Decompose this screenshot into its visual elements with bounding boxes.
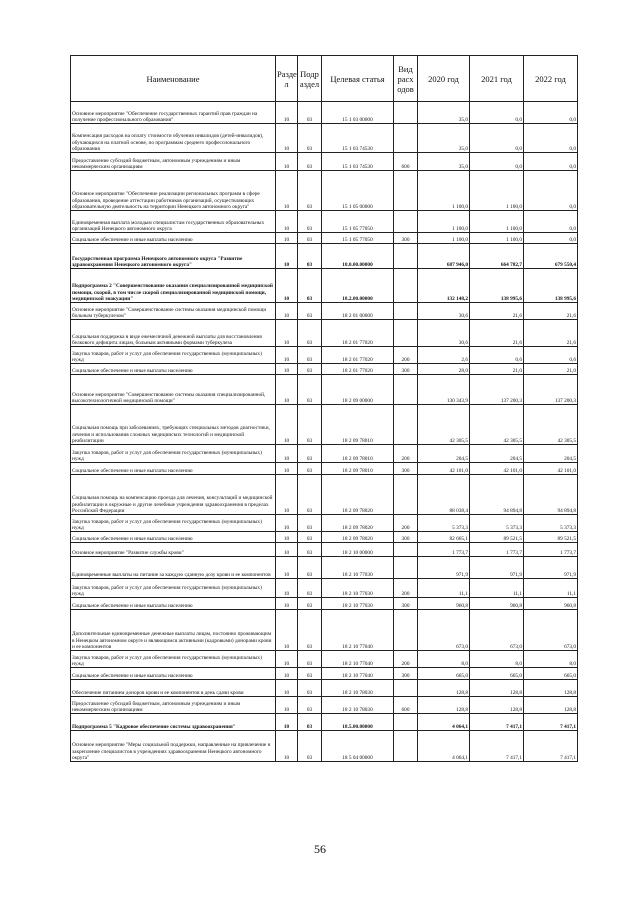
table-row xyxy=(71,153,578,171)
cell-expense-type: 200 xyxy=(394,515,418,532)
table-row xyxy=(71,303,578,320)
cell-razdel: 10 xyxy=(276,557,298,579)
table-row xyxy=(71,320,578,347)
cell-2022: 0,0 xyxy=(524,171,578,211)
cell-name: Государственная программа Ненецкого автономного округа "Развитие здравоохранения Ненецкого автономного округа" xyxy=(71,244,276,269)
cell-2022: 11,1 xyxy=(524,579,578,598)
cell-2021: 11,1 xyxy=(470,579,524,598)
cell-razdel: 10 xyxy=(276,153,298,171)
cell-expense-type xyxy=(394,610,418,651)
cell-name: Предоставление субсидий бюджетным, автономным учреждениям и иным некоммерческим организациям xyxy=(71,697,276,714)
cell-expense-type: 200 xyxy=(394,347,418,364)
cell-podrazdel: 03 xyxy=(298,697,322,714)
cell-2021: 665,0 xyxy=(470,668,524,680)
header-name: Наименование xyxy=(71,56,276,102)
cell-name: Подпрограмма 2 "Совершенствование оказания специализированной медицинской помощи, скорой, в том числе скорой специализированной медицинской помощи, медицинской эвакуации" xyxy=(71,269,276,303)
cell-2022: 7 417,1 xyxy=(524,731,578,762)
cell-2022: 0,0 xyxy=(524,211,578,233)
cell-2021: 0,0 xyxy=(470,102,524,124)
cell-expense-type xyxy=(394,680,418,697)
cell-razdel: 10 xyxy=(276,731,298,762)
cell-razdel: 10 xyxy=(276,697,298,714)
cell-2020: 130 343,9 xyxy=(418,375,470,405)
cell-expense-type xyxy=(394,475,418,515)
cell-razdel: 10 xyxy=(276,211,298,233)
cell-target-article: 15 1 03 74530 xyxy=(322,124,394,153)
cell-target-article: 18.5.00.00000 xyxy=(322,714,394,731)
cell-podrazdel: 03 xyxy=(298,375,322,405)
cell-target-article: 18 2 10 77030 xyxy=(322,598,394,610)
table-row xyxy=(71,668,578,680)
cell-2021: 0,0 xyxy=(470,153,524,171)
cell-target-article: 18 2 09 78010 xyxy=(322,405,394,445)
table-row xyxy=(71,515,578,532)
cell-2021: 1 773,7 xyxy=(470,543,524,557)
cell-2020: 35,0 xyxy=(418,102,470,124)
cell-podrazdel: 03 xyxy=(298,244,322,269)
cell-name: Социальное обеспечение и иные выплаты населению xyxy=(71,532,276,543)
cell-name: Основное мероприятие "Развитие службы крови" xyxy=(71,543,276,557)
header-year-2020: 2020 год xyxy=(418,56,470,102)
cell-podrazdel: 03 xyxy=(298,347,322,364)
cell-2020: 687 946,0 xyxy=(418,244,470,269)
cell-2022: 0,0 xyxy=(524,124,578,153)
table-row xyxy=(71,269,578,303)
cell-2022: 138 995,6 xyxy=(524,269,578,303)
cell-2022: 42 305,5 xyxy=(524,405,578,445)
cell-target-article: 18 2 01 00000 xyxy=(322,303,394,320)
header-target-article: Целевая статья xyxy=(322,56,394,102)
cell-razdel: 10 xyxy=(276,714,298,731)
cell-2022: 673,0 xyxy=(524,610,578,651)
cell-2020: 204,5 xyxy=(418,445,470,463)
cell-expense-type: 600 xyxy=(394,697,418,714)
cell-expense-type: 200 xyxy=(394,579,418,598)
cell-name: Закупка товаров, работ и услуг для обеспечения государственных (муниципальных) нужд xyxy=(71,445,276,463)
cell-2021: 5 373,3 xyxy=(470,515,524,532)
table-row xyxy=(71,714,578,731)
cell-target-article: 15 1 05 77050 xyxy=(322,211,394,233)
table-row xyxy=(71,347,578,364)
cell-razdel: 10 xyxy=(276,269,298,303)
cell-2020: 673,0 xyxy=(418,610,470,651)
cell-name: Социальное обеспечение и иные выплаты населению xyxy=(71,668,276,680)
cell-podrazdel: 03 xyxy=(298,405,322,445)
cell-2021: 8,0 xyxy=(470,651,524,668)
cell-2021: 7 417,1 xyxy=(470,731,524,762)
table-row xyxy=(71,680,578,697)
cell-2021: 1 100,0 xyxy=(470,171,524,211)
cell-podrazdel: 03 xyxy=(298,102,322,124)
cell-2021: 89 521,5 xyxy=(470,532,524,543)
cell-razdel: 10 xyxy=(276,445,298,463)
document-sheet xyxy=(70,55,577,762)
header-razdel: Разде л xyxy=(276,56,298,102)
cell-podrazdel: 03 xyxy=(298,153,322,171)
table-row xyxy=(71,697,578,714)
cell-expense-type: 300 xyxy=(394,532,418,543)
cell-2022: 0,0 xyxy=(524,102,578,124)
table-body xyxy=(71,102,578,762)
cell-2020: 1 773,7 xyxy=(418,543,470,557)
cell-2020: 35,0 xyxy=(418,153,470,171)
cell-razdel: 10 xyxy=(276,375,298,405)
cell-2022: 94 894,8 xyxy=(524,475,578,515)
cell-2020: 42 305,5 xyxy=(418,405,470,445)
cell-name: Основное мероприятие "Совершенствование системы оказания специализированной, высокотехнологичной медицинской помощи" xyxy=(71,375,276,405)
cell-podrazdel: 03 xyxy=(298,579,322,598)
cell-2022: 21,6 xyxy=(524,320,578,347)
cell-razdel: 10 xyxy=(276,102,298,124)
table-row xyxy=(71,463,578,475)
cell-podrazdel: 03 xyxy=(298,731,322,762)
cell-2021: 128,8 xyxy=(470,680,524,697)
cell-expense-type xyxy=(394,320,418,347)
cell-2022: 1 773,7 xyxy=(524,543,578,557)
cell-2021: 7 417,1 xyxy=(470,714,524,731)
cell-2021: 0,6 xyxy=(470,347,524,364)
cell-target-article: 18 2 10 77040 xyxy=(322,610,394,651)
cell-name: Основное мероприятие "Меры социальной поддержки, направленные на привлечение и закрепление специалистов в учреждениях здравоохранения Ненецкого автономного округа" xyxy=(71,731,276,762)
cell-target-article: 18 2 01 77020 xyxy=(322,347,394,364)
cell-expense-type: 300 xyxy=(394,668,418,680)
cell-2020: 960,8 xyxy=(418,598,470,610)
cell-razdel: 10 xyxy=(276,171,298,211)
cell-2022: 679 550,4 xyxy=(524,244,578,269)
cell-podrazdel: 03 xyxy=(298,445,322,463)
table-row xyxy=(71,557,578,579)
table-row xyxy=(71,579,578,598)
cell-target-article: 15 1 03 74530 xyxy=(322,153,394,171)
table-row xyxy=(71,405,578,445)
cell-2022: 7 417,1 xyxy=(524,714,578,731)
cell-podrazdel: 03 xyxy=(298,532,322,543)
cell-name: Закупка товаров, работ и услуг для обеспечения государственных (муниципальных) нужд xyxy=(71,515,276,532)
cell-name: Социальное обеспечение и иные выплаты населению xyxy=(71,598,276,610)
cell-target-article: 18 2 10 78030 xyxy=(322,680,394,697)
cell-expense-type xyxy=(394,102,418,124)
cell-expense-type: 300 xyxy=(394,463,418,475)
cell-2020: 1 100,0 xyxy=(418,233,470,244)
cell-razdel: 10 xyxy=(276,405,298,445)
cell-razdel: 10 xyxy=(276,320,298,347)
cell-target-article: 18 2 10 77040 xyxy=(322,651,394,668)
cell-2020: 5 373,3 xyxy=(418,515,470,532)
cell-2022: 5 373,3 xyxy=(524,515,578,532)
cell-2022: 21,6 xyxy=(524,303,578,320)
table-row xyxy=(71,244,578,269)
cell-2022: 0,0 xyxy=(524,233,578,244)
cell-2020: 4 064,1 xyxy=(418,714,470,731)
cell-name: Основное мероприятие "Обеспечение государственных гарантий прав граждан на получение профессионального образования" xyxy=(71,102,276,124)
cell-target-article: 18 2 10 00000 xyxy=(322,543,394,557)
cell-podrazdel: 03 xyxy=(298,515,322,532)
cell-name: Социальная помощь на компенсацию проезда для лечения, консультаций и медицинской реабилитации в окружные и другие лечебные учреждения здравоохранения в пределах Российской Федерации xyxy=(71,475,276,515)
cell-razdel: 10 xyxy=(276,579,298,598)
cell-target-article: 15 1 03 00000 xyxy=(322,102,394,124)
cell-podrazdel: 03 xyxy=(298,543,322,557)
cell-2022: 137 200,3 xyxy=(524,375,578,405)
cell-expense-type xyxy=(394,714,418,731)
cell-podrazdel: 03 xyxy=(298,598,322,610)
cell-2021: 128,8 xyxy=(470,697,524,714)
table-row xyxy=(71,375,578,405)
cell-expense-type xyxy=(394,124,418,153)
cell-podrazdel: 03 xyxy=(298,269,322,303)
cell-name: Социальное обеспечение и иные выплаты населению xyxy=(71,233,276,244)
cell-razdel: 10 xyxy=(276,303,298,320)
cell-2021: 21,6 xyxy=(470,320,524,347)
cell-podrazdel: 03 xyxy=(298,124,322,153)
header-podrazdel: Подр аздел xyxy=(298,56,322,102)
cell-razdel: 10 xyxy=(276,515,298,532)
cell-2020: 8,0 xyxy=(418,651,470,668)
cell-target-article: 18 5 04 00000 xyxy=(322,731,394,762)
cell-razdel: 10 xyxy=(276,463,298,475)
cell-2021: 204,5 xyxy=(470,445,524,463)
cell-razdel: 10 xyxy=(276,124,298,153)
cell-2021: 137 200,3 xyxy=(470,375,524,405)
cell-2020: 132 148,2 xyxy=(418,269,470,303)
table-row xyxy=(71,445,578,463)
table-row xyxy=(71,102,578,124)
cell-razdel: 10 xyxy=(276,347,298,364)
cell-2020: 971,9 xyxy=(418,557,470,579)
cell-2021: 42 305,5 xyxy=(470,405,524,445)
cell-target-article: 18.2.00.00000 xyxy=(322,269,394,303)
cell-podrazdel: 03 xyxy=(298,463,322,475)
cell-2020: 28,0 xyxy=(418,364,470,375)
cell-2022: 960,8 xyxy=(524,598,578,610)
cell-expense-type: 600 xyxy=(394,153,418,171)
cell-2022: 42 101,0 xyxy=(524,463,578,475)
table-row xyxy=(71,731,578,762)
cell-podrazdel: 03 xyxy=(298,557,322,579)
cell-2022: 204,5 xyxy=(524,445,578,463)
cell-podrazdel: 03 xyxy=(298,651,322,668)
cell-podrazdel: 03 xyxy=(298,211,322,233)
cell-target-article: 18.0.00.00000 xyxy=(322,244,394,269)
cell-expense-type xyxy=(394,303,418,320)
table-row xyxy=(71,233,578,244)
cell-name: Закупка товаров, работ и услуг для обеспечения государственных (муниципальных) нужд xyxy=(71,579,276,598)
cell-name: Единовременные выплаты на питание за каждую сданную дозу крови и ее компонентов xyxy=(71,557,276,579)
cell-name: Закупка товаров, работ и услуг для обеспечения государственных (муниципальных) нужд xyxy=(71,347,276,364)
cell-2021: 94 894,8 xyxy=(470,475,524,515)
cell-2020: 11,1 xyxy=(418,579,470,598)
cell-name: Социальное обеспечение и иные выплаты населению xyxy=(71,463,276,475)
cell-expense-type xyxy=(394,244,418,269)
cell-2022: 8,0 xyxy=(524,651,578,668)
cell-target-article: 18 2 09 00000 xyxy=(322,375,394,405)
table-row xyxy=(71,475,578,515)
cell-2020: 1 100,0 xyxy=(418,171,470,211)
cell-podrazdel: 03 xyxy=(298,171,322,211)
cell-expense-type: 200 xyxy=(394,651,418,668)
cell-2020: 30,6 xyxy=(418,303,470,320)
cell-target-article: 18 2 09 78010 xyxy=(322,445,394,463)
cell-podrazdel: 03 xyxy=(298,233,322,244)
cell-target-article: 18 2 09 78020 xyxy=(322,515,394,532)
table-row xyxy=(71,532,578,543)
cell-2022: 89 521,5 xyxy=(524,532,578,543)
cell-2020: 42 101,0 xyxy=(418,463,470,475)
cell-name: Социальная помощь при заболеваниях, требующих специальных методов диагностики, лечения и использования сложных медицинских технологий и медицинской реабилитации xyxy=(71,405,276,445)
cell-2020: 30,6 xyxy=(418,320,470,347)
cell-target-article: 18 2 10 78030 xyxy=(322,697,394,714)
cell-2021: 1 100,0 xyxy=(470,211,524,233)
cell-target-article: 15 1 05 00000 xyxy=(322,171,394,211)
cell-2021: 21,0 xyxy=(470,364,524,375)
header-expense-type: Вид расх одов xyxy=(394,56,418,102)
cell-razdel: 10 xyxy=(276,532,298,543)
cell-name: Единовременная выплата молодым специалистам государственных образовательных организаций Ненецкого автономного округа xyxy=(71,211,276,233)
cell-2022: 128,8 xyxy=(524,697,578,714)
cell-name: Основное мероприятие "Обеспечение реализации региональных программ в сфере образования, проведение аттестации работников организаций, осуществляющих образовательную деятельность на территории Ненецкого автономного округа" xyxy=(71,171,276,211)
cell-2020: 128,8 xyxy=(418,680,470,697)
cell-2020: 88 038,4 xyxy=(418,475,470,515)
cell-2020: 35,0 xyxy=(418,124,470,153)
cell-2022: 665,0 xyxy=(524,668,578,680)
cell-expense-type xyxy=(394,557,418,579)
budget-table xyxy=(70,55,578,762)
cell-expense-type: 300 xyxy=(394,364,418,375)
cell-name: Обеспечение питанием доноров крови и ее компонентов в день сдачи крови xyxy=(71,680,276,697)
table-row xyxy=(71,598,578,610)
cell-2022: 128,8 xyxy=(524,680,578,697)
cell-2020: 1 100,0 xyxy=(418,211,470,233)
cell-expense-type xyxy=(394,731,418,762)
cell-2020: 128,8 xyxy=(418,697,470,714)
cell-podrazdel: 03 xyxy=(298,364,322,375)
cell-expense-type: 300 xyxy=(394,598,418,610)
cell-podrazdel: 03 xyxy=(298,303,322,320)
cell-expense-type: 200 xyxy=(394,445,418,463)
cell-expense-type xyxy=(394,543,418,557)
cell-name: Дополнительные единовременные денежные выплаты лицам, постоянно проживающим в Ненецком автономном округе и являющимся активными (кадровыми) донорами крови и ее компонентов xyxy=(71,610,276,651)
cell-2022: 0,6 xyxy=(524,347,578,364)
cell-podrazdel: 03 xyxy=(298,714,322,731)
cell-expense-type xyxy=(394,405,418,445)
table-row xyxy=(71,610,578,651)
cell-name: Закупка товаров, работ и услуг для обеспечения государственных (муниципальных) нужд xyxy=(71,651,276,668)
cell-2021: 138 995,6 xyxy=(470,269,524,303)
cell-name: Компенсация расходов на оплату стоимости обучения инвалидов (детей-инвалидов), обучающихся на платной основе, по программам среднего профессионального образования xyxy=(71,124,276,153)
cell-target-article: 15 1 05 77050 xyxy=(322,233,394,244)
cell-2022: 971,9 xyxy=(524,557,578,579)
cell-2021: 21,6 xyxy=(470,303,524,320)
header-year-2022: 2022 год xyxy=(524,56,578,102)
cell-2020: 4 064,1 xyxy=(418,731,470,762)
cell-expense-type xyxy=(394,171,418,211)
cell-razdel: 10 xyxy=(276,668,298,680)
cell-razdel: 10 xyxy=(276,364,298,375)
cell-razdel: 10 xyxy=(276,680,298,697)
cell-target-article: 18 2 10 77040 xyxy=(322,668,394,680)
cell-razdel: 10 xyxy=(276,610,298,651)
table-row xyxy=(71,211,578,233)
cell-2022: 0,0 xyxy=(524,153,578,171)
cell-target-article: 18 2 10 77030 xyxy=(322,557,394,579)
cell-2020: 2,6 xyxy=(418,347,470,364)
cell-expense-type: 300 xyxy=(394,233,418,244)
cell-razdel: 10 xyxy=(276,233,298,244)
cell-name: Подпрограмма 5 "Кадровое обеспечение системы здравоохранения" xyxy=(71,714,276,731)
cell-razdel: 10 xyxy=(276,598,298,610)
table-row xyxy=(71,364,578,375)
cell-name: Социальное обеспечение и иные выплаты населению xyxy=(71,364,276,375)
cell-podrazdel: 03 xyxy=(298,320,322,347)
cell-name: Основное мероприятие "Совершенствование системы оказания медицинской помощи больным туберкулезом" xyxy=(71,303,276,320)
cell-razdel: 10 xyxy=(276,244,298,269)
table-row xyxy=(71,124,578,153)
header-year-2021: 2021 год xyxy=(470,56,524,102)
cell-2020: 665,0 xyxy=(418,668,470,680)
cell-razdel: 10 xyxy=(276,543,298,557)
cell-target-article: 18 2 09 78020 xyxy=(322,475,394,515)
table-row xyxy=(71,171,578,211)
cell-expense-type xyxy=(394,375,418,405)
cell-target-article: 18 2 10 77030 xyxy=(322,579,394,598)
cell-2021: 673,0 xyxy=(470,610,524,651)
cell-2021: 1 100,0 xyxy=(470,233,524,244)
cell-name: Предоставление субсидий бюджетным, автономным учреждениям и иным некоммерческим организациям xyxy=(71,153,276,171)
cell-podrazdel: 03 xyxy=(298,610,322,651)
cell-2021: 0,0 xyxy=(470,124,524,153)
cell-podrazdel: 03 xyxy=(298,668,322,680)
cell-2021: 664 782,7 xyxy=(470,244,524,269)
cell-2021: 960,8 xyxy=(470,598,524,610)
table-row xyxy=(71,543,578,557)
cell-target-article: 18 2 01 77020 xyxy=(322,364,394,375)
cell-razdel: 10 xyxy=(276,651,298,668)
cell-razdel: 10 xyxy=(276,475,298,515)
cell-target-article: 18 2 09 78010 xyxy=(322,463,394,475)
cell-target-article: 18 2 01 77020 xyxy=(322,320,394,347)
cell-expense-type xyxy=(394,269,418,303)
cell-name: Социальная поддержка в виде ежемесячной денежной выплаты для восстановления белкового дефицита лицам, больным активными формами туберкулеза xyxy=(71,320,276,347)
cell-2021: 42 101,0 xyxy=(470,463,524,475)
table-header-row xyxy=(71,56,578,102)
cell-expense-type xyxy=(394,211,418,233)
cell-2020: 82 665,1 xyxy=(418,532,470,543)
table-row xyxy=(71,651,578,668)
cell-podrazdel: 03 xyxy=(298,475,322,515)
cell-target-article: 18 2 09 78020 xyxy=(322,532,394,543)
cell-2022: 21,0 xyxy=(524,364,578,375)
page-number: 56 xyxy=(314,842,326,856)
cell-2021: 971,9 xyxy=(470,557,524,579)
cell-podrazdel: 03 xyxy=(298,680,322,697)
